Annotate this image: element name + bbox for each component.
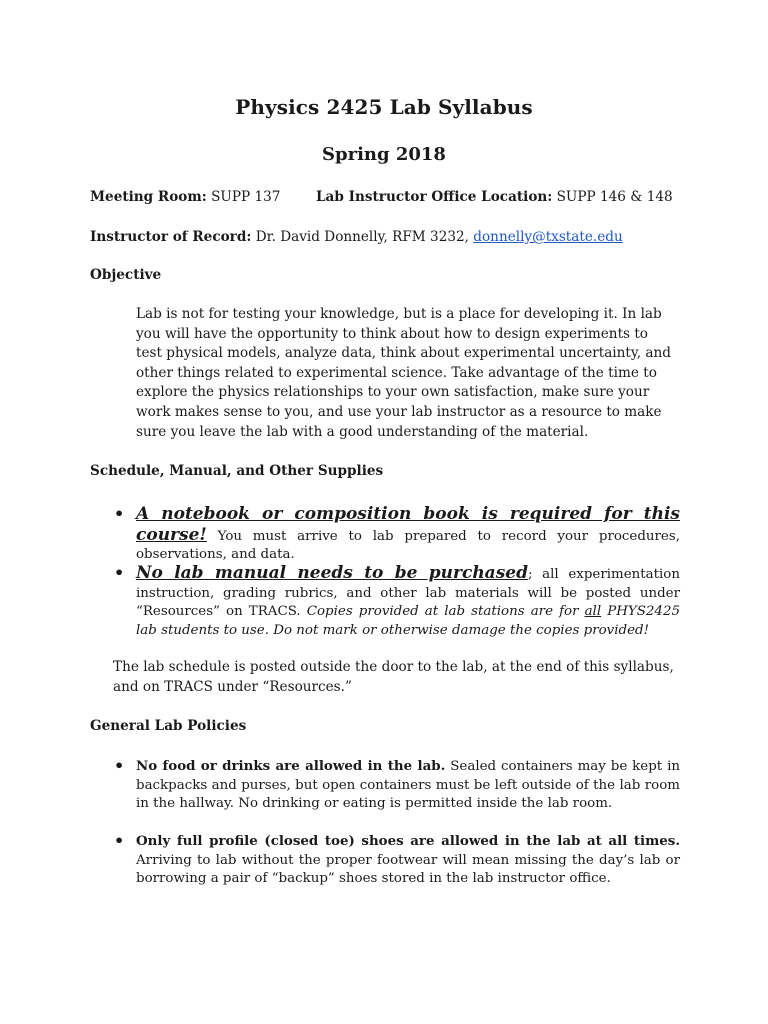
food-policy-bold: No food or drinks are allowed in the lab. — [136, 758, 446, 774]
schedule-heading: Schedule, Manual, and Other Supplies — [90, 463, 384, 479]
bullet-glyph: • — [114, 831, 125, 850]
lab-manual-item — [136, 564, 680, 640]
notebook-requirement-item — [136, 505, 680, 565]
meeting-room-line — [90, 189, 280, 205]
policies-heading: General Lab Policies — [90, 718, 247, 734]
office-location-label: Lab Instructor Office Location: — [316, 189, 553, 205]
copies-note-a: Copies provided at lab stations are for — [306, 604, 585, 619]
notebook-requirement-emphasis: A notebook or composition book is required for this course! — [136, 504, 680, 545]
meeting-room-label: Meeting Room: — [90, 189, 207, 205]
copies-note-b: PHYS2425 lab students to use. Do not mark or otherwise damage the copies provided! — [136, 604, 680, 638]
objective-text: Lab is not for testing your knowledge, but is a place for developing it. In lab you will have the opportunity to think about how to design experiments to test physical models, analyze data, think about experimental uncertainty, and other things related to experimental science. Take advantage of the time to explore the physics relationships to your own satisfaction, make sure your work makes sense to you, and use your lab instructor as a resource to make sure you leave the lab with a good understanding of the material. — [136, 306, 671, 440]
instructor-label: Instructor of Record: — [90, 229, 252, 245]
instructor-email-link[interactable]: donnelly@txstate.edu — [473, 229, 623, 245]
lab-manual-text: ; all experimentation instruction, grading rubrics, and other lab materials will be posted under “Resources” on TRACS. — [136, 567, 680, 619]
instructor-value: Dr. David Donnelly, RFM 3232, — [251, 229, 474, 245]
bullet-glyph: • — [114, 504, 125, 523]
bullet-glyph: • — [114, 756, 125, 775]
page-title: Physics 2425 Lab Syllabus — [235, 95, 533, 119]
office-location-line — [316, 189, 673, 205]
shoe-policy-item — [136, 832, 680, 889]
copies-note-all: all — [584, 604, 602, 619]
office-location-value: SUPP 146 & 148 — [552, 189, 673, 205]
food-policy-item — [136, 757, 680, 814]
lab-manual-emphasis: No lab manual needs to be purchased — [136, 563, 528, 583]
bullet-glyph: • — [114, 563, 125, 582]
lab-schedule-note: The lab schedule is posted outside the door to the lab, at the end of this syllabus, and on TRACS under “Resources.” — [113, 659, 674, 695]
page-subtitle: Spring 2018 — [322, 144, 446, 165]
meeting-room-value: SUPP 137 — [206, 189, 281, 205]
objective-heading: Objective — [90, 267, 162, 283]
food-policy-text: Sealed containers may be kept in backpacks and purses, but open containers must be left outside of the lab room in the hallway. No drinking or eating is permitted inside the lab room. — [136, 759, 680, 811]
shoe-policy-bold: Only full profile (closed toe) shoes are allowed in the lab at all times. — [136, 833, 680, 849]
shoe-policy-text: Arriving to lab without the proper footwear will mean missing the day’s lab or borrowing a pair of “backup” shoes stored in the lab instructor office. — [136, 852, 680, 886]
instructor-line — [90, 229, 623, 245]
notebook-requirement-text: You must arrive to lab prepared to record your procedures, observations, and data. — [136, 528, 680, 562]
